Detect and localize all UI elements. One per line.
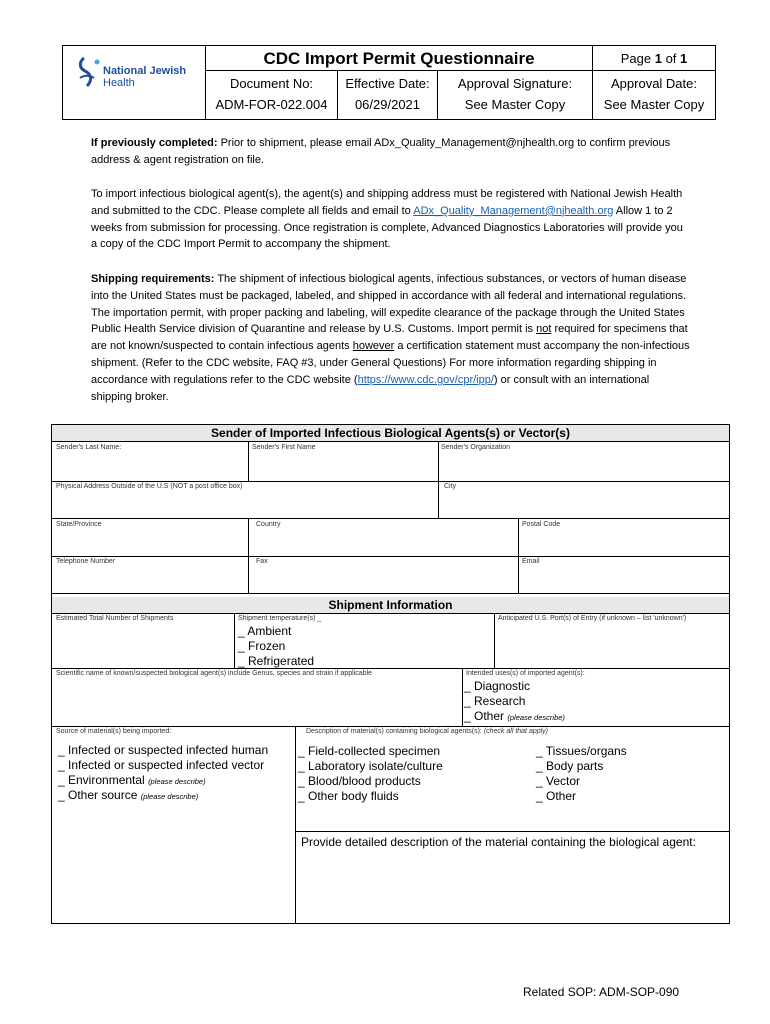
source-option-human[interactable]: _ Infected or suspected infected human	[58, 743, 269, 757]
questionnaire-form	[51, 424, 730, 924]
desc-vector[interactable]: _ Vector	[536, 774, 581, 788]
doc-no-value: ADM-FOR-022.004	[215, 97, 328, 112]
page-number	[593, 46, 715, 71]
import-instructions-text-2: Allow 1 to 2 weeks from submission for processing. Once registration is complete, Advanced Diagnostics Laboratories will provide you a copy of the CDC Import Permit to accompany the shipment.	[91, 204, 683, 251]
effective-date-value: 06/29/2021	[354, 97, 421, 112]
source-other-label: _ Other source	[58, 788, 138, 802]
detailed-description-field[interactable]: Provide detailed description of the material containing the biological agent:	[301, 835, 696, 849]
shipping-text-d: ) or consult with an international shipping broker.	[91, 373, 650, 403]
effective-date-cell	[338, 71, 438, 119]
page-current: 1	[654, 51, 662, 66]
temp-option-ambient[interactable]: _ Ambient	[238, 624, 292, 638]
temp-option-refrigerated[interactable]: _ Refrigerated	[238, 654, 315, 668]
cdc-website-link[interactable]: https://www.cdc.gov/cpr/ipp/	[357, 373, 494, 386]
logo-line2: Health	[103, 77, 135, 89]
logo-cell	[63, 46, 206, 119]
use-option-other-label: _ Other	[464, 709, 505, 723]
fax-field[interactable]: Fax	[256, 558, 268, 565]
physical-address-field[interactable]: Physical Address Outside of the U.S (NOT a post office box)	[56, 483, 243, 490]
source-other-note: (please describe)	[140, 792, 199, 801]
source-option-other[interactable]	[58, 788, 198, 804]
city-field[interactable]: City	[444, 483, 457, 490]
use-option-diagnostic[interactable]: _ Diagnostic	[464, 679, 531, 693]
approval-signature-label: Approval Signature:	[457, 76, 573, 91]
description-label	[306, 728, 548, 735]
desc-field-collected[interactable]: _ Field-collected specimen	[298, 744, 441, 758]
email-field[interactable]: Email	[522, 558, 540, 565]
sender-first-name-field[interactable]: Sender's First Name	[252, 444, 316, 451]
source-env-label: _ Environmental	[58, 773, 145, 787]
state-province-field[interactable]: State/Province	[56, 521, 102, 528]
temp-option-frozen[interactable]: _ Frozen	[238, 639, 286, 653]
approval-date-cell	[593, 71, 715, 119]
related-sop: Related SOP: ADM-SOP-090	[523, 985, 680, 999]
page-title: CDC Import Permit Questionnaire	[206, 46, 593, 71]
approval-signature-cell	[438, 71, 593, 119]
source-option-environmental[interactable]	[58, 773, 206, 789]
approval-signature-value: See Master Copy	[464, 97, 566, 112]
postal-code-field[interactable]: Postal Code	[522, 521, 561, 528]
shipping-not: not	[536, 323, 552, 336]
use-option-research[interactable]: _ Research	[464, 694, 526, 708]
desc-body-parts[interactable]: _ Body parts	[536, 759, 604, 773]
source-label: Source of material(s) being imported:	[56, 728, 172, 735]
desc-lab-isolate[interactable]: _ Laboratory isolate/culture	[298, 759, 443, 773]
logo-line1: National Jewish	[103, 65, 187, 77]
import-instructions-paragraph	[91, 186, 691, 253]
approval-date-label: Approval Date:	[611, 76, 697, 91]
description-label-text: Description of material(s) containing biological agents(s):	[306, 728, 482, 735]
desc-tissues-organs[interactable]: _ Tissues/organs	[536, 744, 627, 758]
intended-use-label: Intended uses(s) of imported agent(s):	[466, 670, 585, 677]
national-jewish-health-logo	[75, 56, 103, 90]
approval-date-value: See Master Copy	[603, 97, 705, 112]
document-header	[62, 45, 716, 120]
desc-other-body-fluids[interactable]: _ Other body fluids	[298, 789, 399, 803]
shipping-text-c: a certification statement must accompany the non-infectious shipment. (Refer to the CDC website, FAQ #3, under General Questions) For more information regarding shipping in accordance with regulations refer to the CDC website (	[91, 340, 690, 386]
sender-last-name-field[interactable]: Sender's Last Name:	[56, 444, 122, 451]
telephone-field[interactable]: Telephone Number	[56, 558, 116, 565]
previously-completed-label: If previously completed:	[91, 137, 218, 149]
doc-no-label: Document No:	[229, 76, 314, 91]
source-env-note: (please describe)	[148, 777, 206, 786]
description-note: (check all that apply)	[483, 728, 549, 735]
previously-completed-text: Prior to shipment, please email ADx_Quality_Management@njhealth.org to confirm previous address & agent registration on file.	[91, 137, 671, 166]
previously-completed-paragraph	[91, 135, 691, 169]
desc-blood-products[interactable]: _ Blood/blood products	[298, 774, 421, 788]
quality-email-link[interactable]: ADx_Quality_Management@njhealth.org	[413, 204, 614, 217]
page-total: 1	[680, 51, 688, 66]
page-of: of	[665, 51, 677, 66]
country-field[interactable]: Country	[256, 521, 281, 528]
import-instructions-text: To import infectious biological agent(s), the agent(s) and shipping address must be registered with National Jewish Health and submitted to the CDC. Please complete all fields and email to	[91, 188, 683, 217]
sender-organization-field[interactable]: Sender's Organization	[441, 444, 511, 451]
use-option-other[interactable]	[464, 709, 565, 725]
shipping-however: however	[352, 340, 395, 353]
logo-text	[103, 65, 186, 89]
ports-of-entry-field[interactable]: Anticipated U.S. Port(s) of Entry (if unknown – list 'unknown')	[498, 615, 687, 622]
doc-no-cell	[206, 71, 338, 119]
shipping-text-b: required for specimens that are not known/suspected to contain infectious agents	[91, 323, 688, 353]
shipment-section-heading: Shipment Information	[52, 597, 729, 613]
estimated-shipments-field[interactable]: Estimated Total Number of Shipments	[56, 615, 174, 622]
page-prefix: Page	[620, 51, 652, 66]
desc-other[interactable]: _ Other	[536, 789, 577, 803]
use-other-note: (please describe)	[507, 713, 565, 722]
shipping-requirements-label: Shipping requirements:	[91, 273, 215, 285]
sender-section-heading: Sender of Imported Infectious Biological Agents(s) or Vector(s)	[52, 425, 729, 441]
shipment-temperature-label: Shipment temperature(s) _	[238, 615, 322, 622]
shipping-text-a: The shipment of infectious biological agents, infectious substances, or vectors of human disease into the United States must be packaged, labeled, and shipped in accordance with all federal and international regulations. The importation permit, with proper packing and labeling, will expedite clearance of the package through the United States Public Health Service division of Quarantine and release by U.S. Customs. Import permit is	[91, 273, 687, 336]
shipping-requirements-paragraph	[91, 271, 691, 405]
scientific-name-field[interactable]: Scientific name of known/suspected biological agent(s) include Genus, species and strain if applicable	[56, 670, 372, 677]
effective-date-label: Effective Date:	[345, 76, 430, 91]
source-option-vector[interactable]: _ Infected or suspected infected vector	[58, 758, 265, 772]
